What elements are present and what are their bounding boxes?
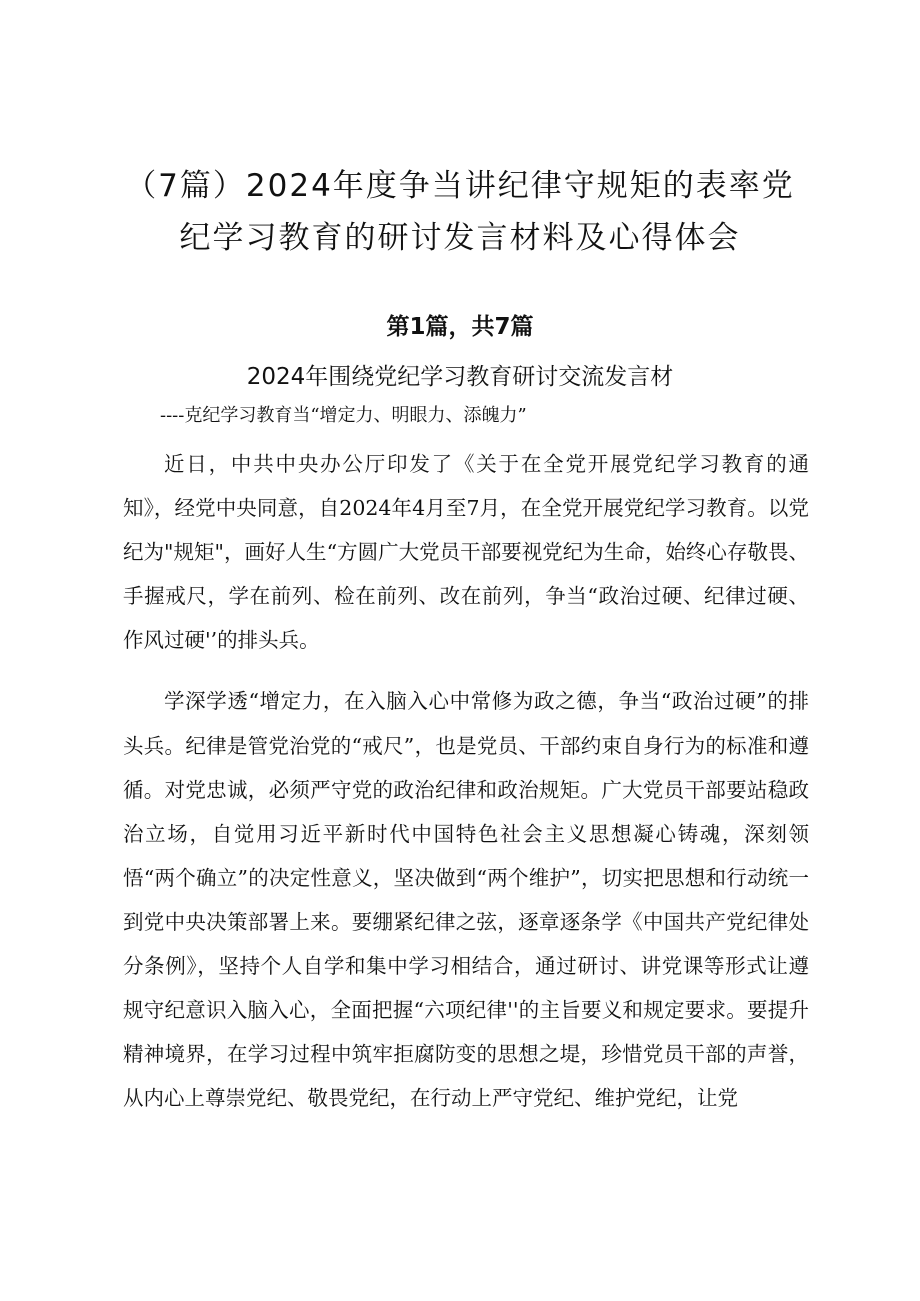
article-subtitle: ----克纪学习教育当“增定力、明眼力、添魄力” (160, 405, 527, 426)
body-paragraph-1: 近日，中共中央办公厅印发了《关于在全党开展党纪学习教育的通知》，经党中央同意，自2024年4月至7月，在全党开展党纪学习教育。以党纪为"规矩"，画好人生“方圆广大党员干部要视党纪为生命，始终心存敬畏、手握戒尺，学在前列、检在前列、改在前列，争当“政治过硬、纪律过硬、作风过硬'’的排头兵。 (123, 452, 809, 653)
article-body (123, 442, 809, 1120)
document-title-line-1: （7篇）2024年度争当讲纪律守规矩的表率党 (125, 168, 795, 204)
document-title-line-2: 纪学习教育的研讨发言材料及心得体会 (179, 220, 741, 256)
body-paragraph-2: 学深学透“增定力，在入脑入心中常修为政之德，争当“政治过硬”的排头兵。纪律是管党治党的“戒尺”，也是党员、干部约束自身行为的标准和遵循。对党忠诚，必须严守党的政治纪律和政治规矩。广大党员干部要站稳政治立场，自觉用习近平新时代中国特色社会主义思想凝心铸魂，深刻领悟“两个确立”的决定性意义，坚决做到“两个维护”，切实把思想和行动统一到党中央决策部署上来。要绷紧纪律之弦，逐章逐条学《中国共产党纪律处分条例》，坚持个人自学和集中学习相结合，通过研讨、讲党课等形式让遵规守纪意识入脑入心，全面把握“六项纪律''的主旨要义和规定要求。要提升精神境界，在学习过程中筑牢拒腐防变的思想之堤，珍惜党员干部的声誉，从内心上尊崇党纪、敬畏党纪，在行动上严守党纪、维护党纪，让党 (123, 689, 809, 1111)
document-title (100, 160, 820, 264)
article-title: 2024年围绕党纪学习教育研讨交流发言材 (246, 364, 674, 390)
part-heading: 第1篇，共7篇 (386, 314, 534, 340)
